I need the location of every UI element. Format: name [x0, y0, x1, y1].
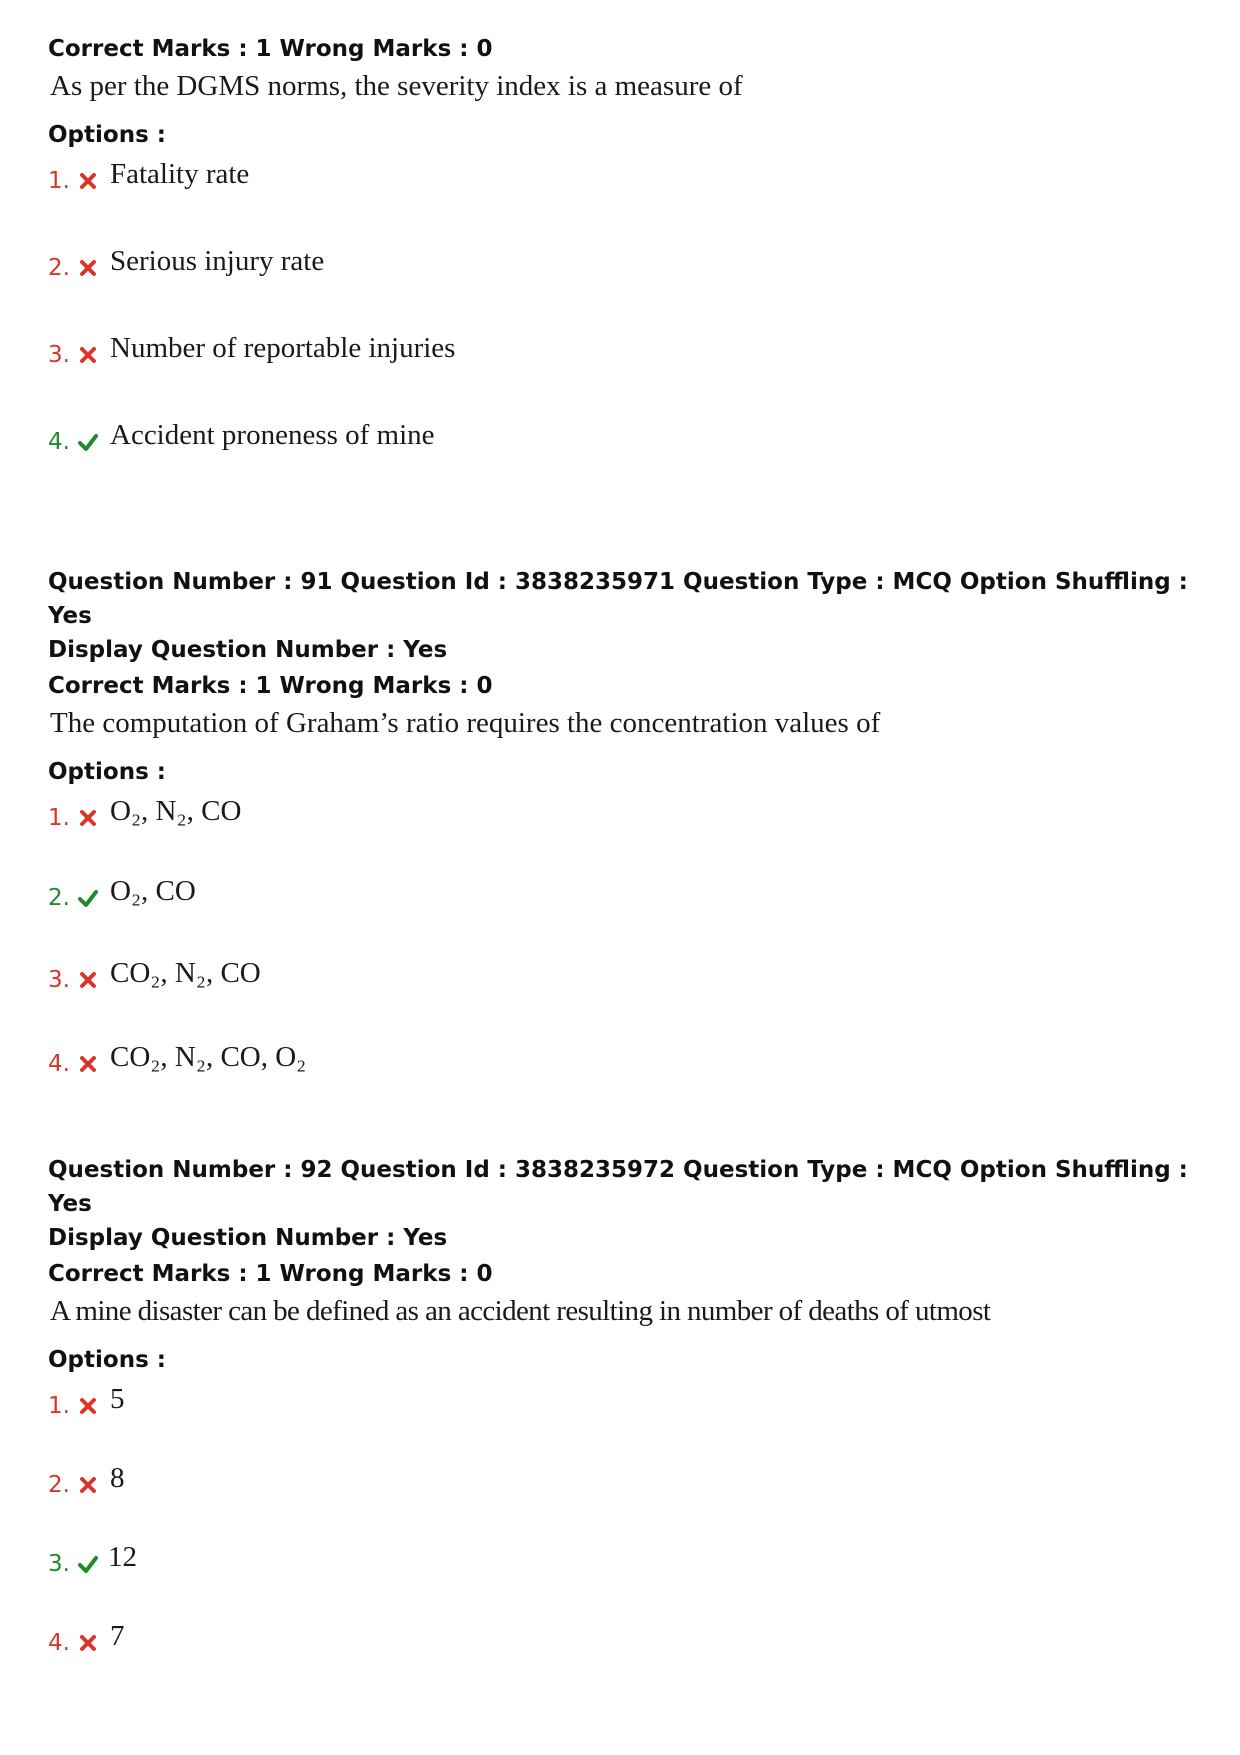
question-block-92 [48, 1153, 1198, 1660]
cross-icon [78, 258, 98, 278]
option-number: 4. [48, 429, 70, 455]
option-number: 1. [48, 1393, 70, 1419]
check-icon [78, 432, 98, 452]
cross-icon [78, 345, 98, 365]
option-number: 3. [48, 342, 70, 368]
option-number: 3. [48, 1551, 70, 1577]
cross-icon [78, 1475, 98, 1495]
option-text: 12 [108, 1541, 137, 1573]
marks-line: Correct Marks : 1 Wrong Marks : 0 [48, 673, 493, 699]
option-item [48, 332, 1198, 372]
option-item [48, 1620, 1198, 1660]
question-header: Question Number : 91 Question Id : 3838235971 Question Type : MCQ Option Shuffling : Yes [48, 569, 1188, 629]
option-number: 4. [48, 1051, 70, 1077]
display-question-number: Display Question Number : Yes [48, 1225, 448, 1251]
option-item [48, 957, 1198, 997]
option-text: 8 [110, 1462, 125, 1494]
cross-icon [78, 1054, 98, 1074]
option-text: CO₂, N₂, CO [110, 957, 261, 989]
option-number: 2. [48, 1472, 70, 1498]
option-text: Accident proneness of mine [110, 419, 435, 451]
option-item [48, 1541, 1198, 1581]
cross-icon [78, 1633, 98, 1653]
option-item [48, 1041, 1198, 1081]
marks-line: Correct Marks : 1 Wrong Marks : 0 [48, 36, 493, 62]
option-item [48, 1462, 1198, 1502]
option-number: 1. [48, 805, 70, 831]
option-text: 7 [110, 1620, 125, 1652]
option-number: 2. [48, 885, 70, 911]
option-number: 3. [48, 967, 70, 993]
question-text: The computation of Graham’s ratio requires the concentration values of [50, 707, 881, 739]
option-text: Number of reportable injuries [110, 332, 456, 364]
cross-icon [78, 808, 98, 828]
option-item [48, 875, 1198, 915]
check-icon [78, 1554, 98, 1574]
option-text: 5 [110, 1383, 125, 1415]
option-item [48, 1383, 1198, 1423]
question-block-91 [48, 565, 1198, 1081]
options-label: Options : [48, 1347, 166, 1373]
option-number: 1. [48, 168, 70, 194]
marks-line: Correct Marks : 1 Wrong Marks : 0 [48, 1261, 493, 1287]
options-list [48, 1383, 1198, 1660]
option-item [48, 158, 1198, 198]
check-icon [78, 888, 98, 908]
cross-icon [78, 171, 98, 191]
option-text: CO₂, N₂, CO, O₂ [110, 1041, 307, 1073]
option-text: Serious injury rate [110, 245, 325, 277]
option-item [48, 245, 1198, 285]
option-text: O₂, CO [110, 875, 196, 907]
option-number: 2. [48, 255, 70, 281]
question-text: A mine disaster can be defined as an accident resulting in number of deaths of utmost [50, 1295, 991, 1327]
display-question-number: Display Question Number : Yes [48, 637, 448, 663]
cross-icon [78, 1396, 98, 1416]
option-item [48, 419, 1198, 459]
option-text: O₂, N₂, CO [110, 795, 242, 827]
cross-icon [78, 970, 98, 990]
options-label: Options : [48, 122, 166, 148]
question-header: Question Number : 92 Question Id : 3838235972 Question Type : MCQ Option Shuffling : Yes [48, 1157, 1188, 1217]
options-list [48, 158, 1198, 459]
options-list [48, 795, 1198, 1081]
question-text: As per the DGMS norms, the severity index is a measure of [50, 70, 743, 102]
option-item [48, 795, 1198, 835]
option-text: Fatality rate [110, 158, 250, 190]
option-number: 4. [48, 1630, 70, 1656]
options-label: Options : [48, 759, 166, 785]
question-block-90 [48, 32, 1198, 459]
